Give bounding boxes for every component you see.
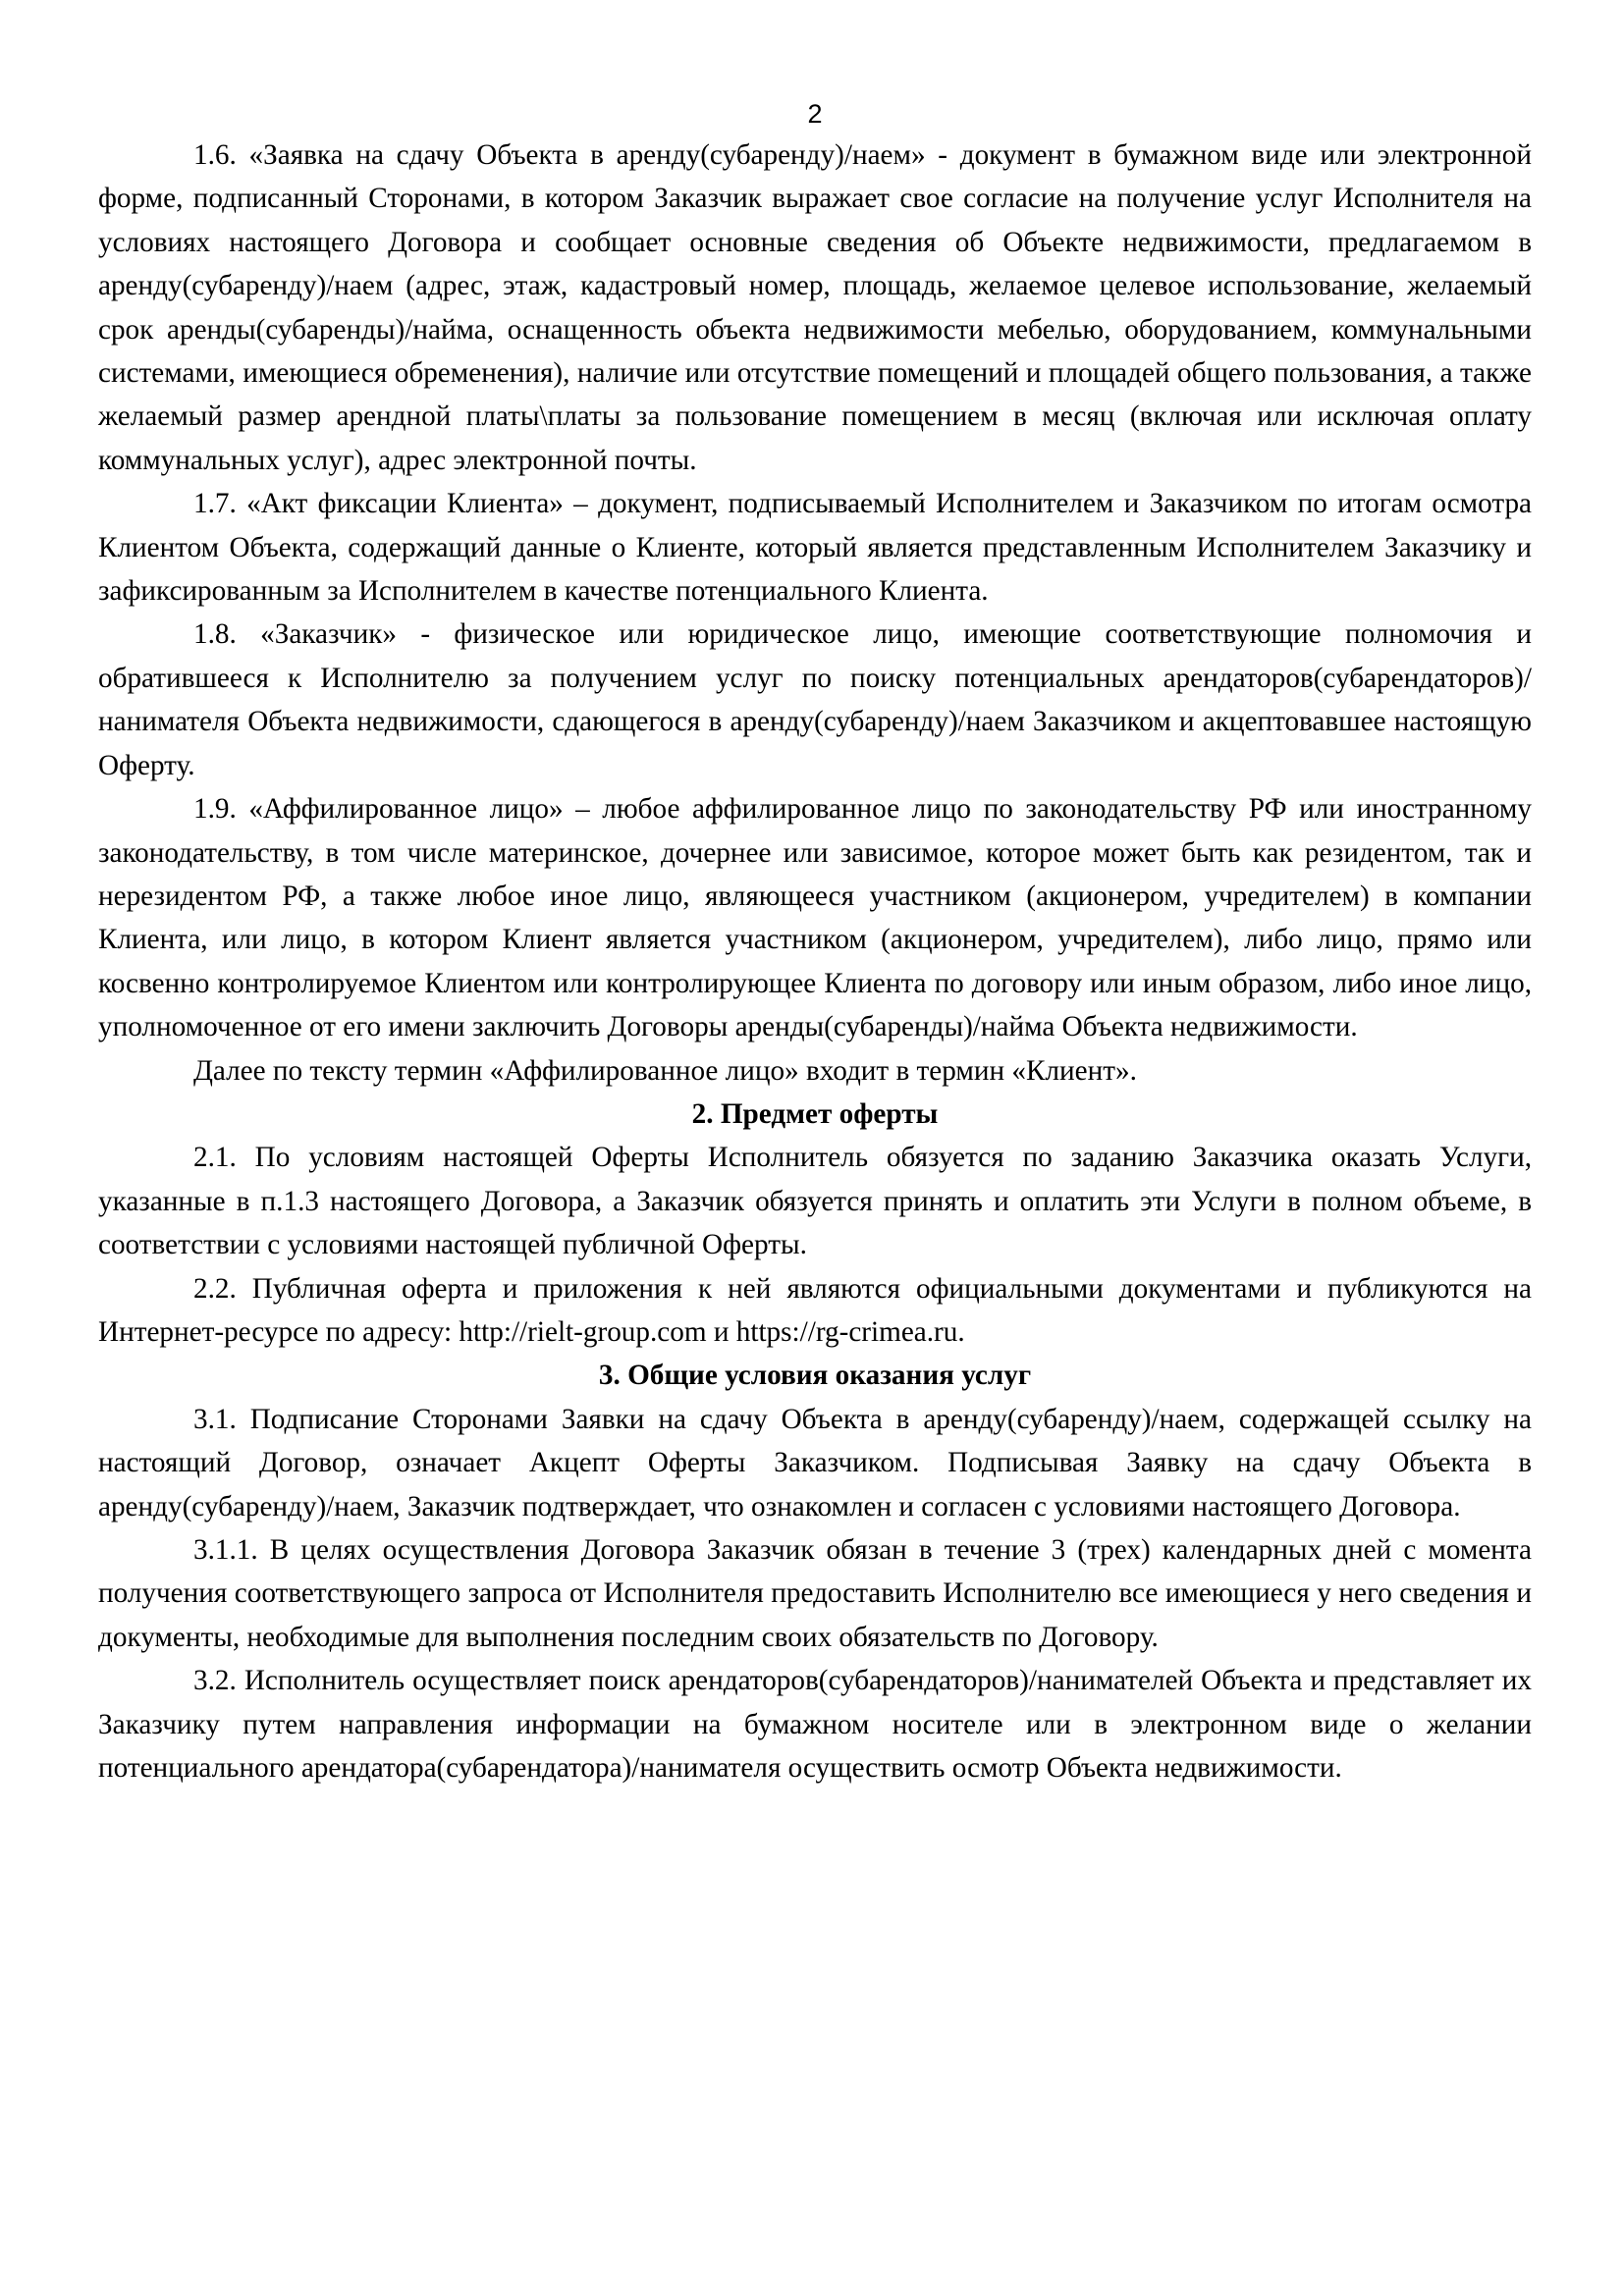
clause-2-1: 2.1. По условиям настоящей Оферты Исполнитель обязуется по заданию Заказчика оказать Услуги, указанные в п.1.3 настоящего Договора, а Заказчик обязуется принять и оплатить эти Услуги в полном объеме, в соответствии с условиями настоящей публичной Оферты. [98,1142,1532,1261]
document-page [98,94,1532,1789]
section-3-heading: 3. Общие условия оказания услуг [598,1360,1032,1392]
clause-1-9-note: Далее по тексту термин «Аффилированное лицо» входит в термин «Клиент». [193,1054,1137,1087]
clause-1-6: 1.6. «Заявка на сдачу Объекта в аренду(субаренду)/наем» - документ в бумажном виде или электронной форме, подписанный Сторонами, в котором Заказчик выражает свое согласие на получение услуг Исполнителя на условиях настоящего Договора и сообщает основные сведения об Объекте недвижимости, предлагаемом в аренду(субаренду)/наем (адрес, этаж, кадастровый номер, площадь, желаемое целевое использование, желаемый срок аренды(субаренды)/найма, оснащенность объекта недвижимости мебелью, оборудованием, коммунальными системами, имеющиеся обременения), наличие или отсутствие помещений и площадей общего пользования, а также желаемый размер арендной платы\платы за пользование помещением в месяц (включая или исключая оплату коммунальных услуг), адрес электронной почты. [98,139,1532,476]
clause-3-2: 3.2. Исполнитель осуществляет поиск арендаторов(субарендаторов)/нанимателей Объекта и представляет их Заказчику путем направления информации на бумажном носителе или в электронном виде о желании потенциального арендатора(субарендатора)/нанимателя осуществить осмотр Объекта недвижимости. [98,1665,1532,1785]
clause-1-7: 1.7. «Акт фиксации Клиента» – документ, подписываемый Исполнителем и Заказчиком по итогам осмотра Клиентом Объекта, содержащий данные о Клиенте, который является представленным Исполнителем Заказчику и зафиксированным за Исполнителем в качестве потенциального Клиента. [98,488,1532,608]
page-number: 2 [807,99,823,129]
clause-2-2: 2.2. Публичная оферта и приложения к ней являются официальными документами и публикуются на Интернет-ресурсе по адресу: http://rielt-group.com и https://rg-crimea.ru. [98,1272,1532,1348]
clause-3-1-1: 3.1.1. В целях осуществления Договора Заказчик обязан в течение 3 (трех) календарных дней с момента получения соответствующего запроса от Исполнителя предоставить Исполнителю все имеющиеся у него сведения и документы, необходимые для выполнения последним своих обязательств по Договору. [98,1534,1532,1653]
clause-3-1: 3.1. Подписание Сторонами Заявки на сдачу Объекта в аренду(субаренду)/наем, содержащей ссылку на настоящий Договор, означает Акцепт Оферты Заказчиком. Подписывая Заявку на сдачу Объекта в аренду(субаренду)/наем, Заказчик подтверждает, что ознакомлен и согласен с условиями настоящего Договора. [98,1403,1532,1522]
clause-1-9: 1.9. «Аффилированное лицо» – любое аффилированное лицо по законодательству РФ или иностранному законодательству, в том числе материнское, дочернее или зависимое, которое может быть как резидентом, так и нерезидентом РФ, а также любое иное лицо, являющееся участником (акционером, учредителем) в компании Клиента, или лицо, в котором Клиент является участником (акционером, учредителем), либо лицо, прямо или косвенно контролируемое Клиентом или контролирующее Клиента по договору или иным образом, либо иное лицо, уполномоченное от его имени заключить Договоры аренды(субаренды)/найма Объекта недвижимости. [98,793,1532,1043]
clause-1-8: 1.8. «Заказчик» - физическое или юридическое лицо, имеющие соответствующие полномочия и обратившееся к Исполнителю за получением услуг по поиску потенциальных арендаторов(субарендаторов)/нанимателя Объекта недвижимости, сдающегося в аренду(субаренду)/наем Заказчиком и акцептовавшее настоящую Оферту. [98,618,1532,781]
section-2-heading: 2. Предмет оферты [691,1097,939,1130]
